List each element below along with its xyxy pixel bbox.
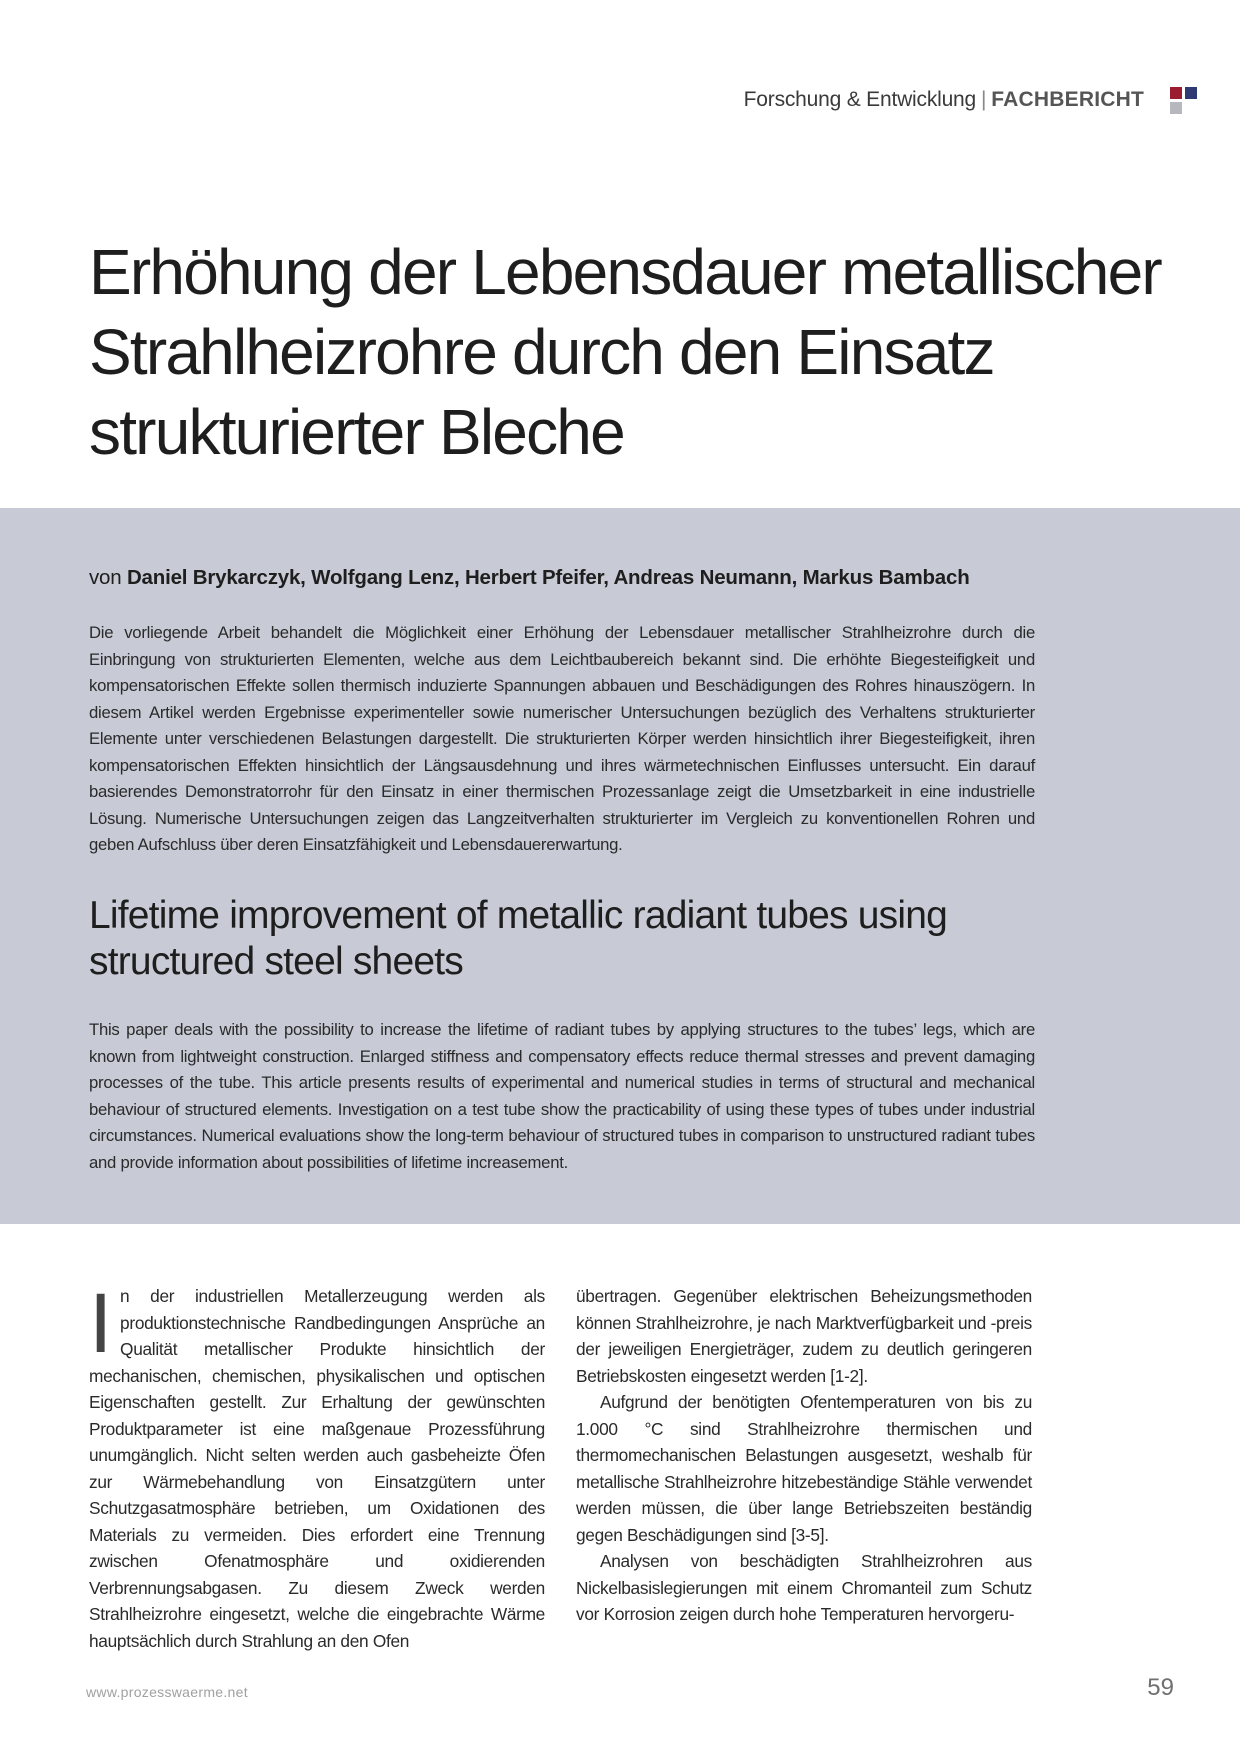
- author-line: [89, 566, 1149, 590]
- footer-url: www.prozesswaerme.net: [86, 1684, 248, 1700]
- body-paragraph: Aufgrund der benötigten Ofentemperaturen von bis zu 1.000 °C sind Strahlheizrohre thermischen und thermomechanischen Belastungen ausgesetzt, weshalb für metallische Strahlheizrohre hitzebeständige Stähle verwendet werden müssen, die über lange Betriebszeiten beständig gegen Beschädigungen sind [3-5].: [576, 1392, 1032, 1545]
- page-number: 59: [1147, 1674, 1174, 1701]
- drop-cap: I: [89, 1276, 113, 1370]
- author-prefix: von: [89, 566, 122, 589]
- body-column-left: [89, 1276, 545, 1654]
- logo-square-blue-icon: [1185, 87, 1197, 99]
- publisher-logo-icon: [1170, 87, 1200, 117]
- article-title-de: Erhöhung der Lebensdauer metallischer Strahlheizrohre durch den Einsatz strukturierter Bleche: [89, 236, 1161, 468]
- abstract-de: Die vorliegende Arbeit behandelt die Möglichkeit einer Erhöhung der Lebensdauer metallischer Strahlheizrohre durch die Einbringung von strukturierten Elementen, welche aus dem Leichtbaubereich bekannt sind. Die erhöhte Biegesteifigkeit und kompensatorischen Effekte sollen thermisch induzierte Spannungen abbauen und Beschädigungen des Rohres hinauszögern. In diesem Artikel werden Ergebnisse experimenteller sowie numerischer Untersuchungen bezüglich des Verhaltens strukturierter Elemente unter verschiedenen Belastungen dargestellt. Die strukturierten Körper werden hinsichtlich ihrer Biegesteifigkeit, ihren kompensatorischen Effekten hinsichtlich der Längsausdehnung und ihres wärmetechnischen Einflusses untersucht. Ein darauf basierendes Demonstratorrohr für den Einsatz in einer thermischen Prozessanlage zeigt die Umsetzbarkeit in eine industrielle Lösung. Numerische Untersuchungen zeigen das Langzeitverhalten strukturierter im Vergleich zu konventionellen Rohren und geben Aufschluss über deren Einsatzfähigkeit und Lebensdauererwartung.: [89, 623, 1035, 854]
- abstract-en: This paper deals with the possibility to increase the lifetime of radiant tubes by applying structures to the tubes’ legs, which are known from lightweight construction. Enlarged stiffness and compensatory effects reduce thermal stresses and prevent damaging processes of the tube. This article presents results of experimental and numerical studies in terms of structural and mechanical behaviour of structured elements. Investigation on a test tube show the practicability of using these types of tubes under industrial circumstances. Numerical evaluations show the long-term behaviour of structured tubes in comparison to unstructured radiant tubes and provide information about possibilities of lifetime increasement.: [89, 1020, 1035, 1172]
- body-paragraph: [89, 1276, 545, 1654]
- header-separator: |: [981, 88, 987, 111]
- body-paragraph: Analysen von beschädigten Strahlheizrohren aus Nickelbasislegierungen mit einem Chromanteil zum Schutz vor Korrosion zeigen durch hohe Temperaturen hervorgeru-: [576, 1551, 1032, 1624]
- author-names: Daniel Brykarczyk, Wolfgang Lenz, Herbert Pfeifer, Andreas Neumann, Markus Bambach: [126, 566, 970, 589]
- header-category: Forschung & Entwicklung: [743, 88, 977, 111]
- running-header: [744, 88, 1144, 112]
- body-text-left: n der industriellen Metallerzeugung werden als produktionstechnische Randbedingungen Ansprüche an Qualität metallischer Produkte hinsichtlich der mechanischen, chemischen, physikalischen und optischen Eigenschaften gestellt. Zur Erhaltung der gewünschten Produktparameter ist eine maßgenaue Prozessführung unumgänglich. Nicht selten werden auch gasbeheizte Öfen zur Wärmebehandlung von Einsatzgütern unter Schutzgasatmosphäre betrieben, um Oxidationen des Materials zu vermeiden. Dies erfordert eine Trennung zwischen Ofenatmosphäre und oxidierenden Verbrennungsabgasen. Zu diesem Zweck werden Strahlheizrohre eingesetzt, welche die eingebrachte Wärme hauptsächlich durch Strahlung an den Ofen: [89, 1286, 545, 1651]
- logo-square-red-icon: [1170, 87, 1182, 99]
- body-column-right: [576, 1283, 1032, 1628]
- header-section: FACHBERICHT: [991, 88, 1144, 111]
- logo-square-gray-icon: [1170, 102, 1182, 114]
- article-title-en: Lifetime improvement of metallic radiant tubes using structured steel sheets: [89, 894, 947, 983]
- body-paragraph: übertragen. Gegenüber elektrischen Beheizungsmethoden können Strahlheizrohre, je nach Marktverfügbarkeit und -preis der jeweiligen Energieträger, zudem zu deutlich geringeren Betriebskosten eingesetzt werden [1-2].: [576, 1286, 1032, 1386]
